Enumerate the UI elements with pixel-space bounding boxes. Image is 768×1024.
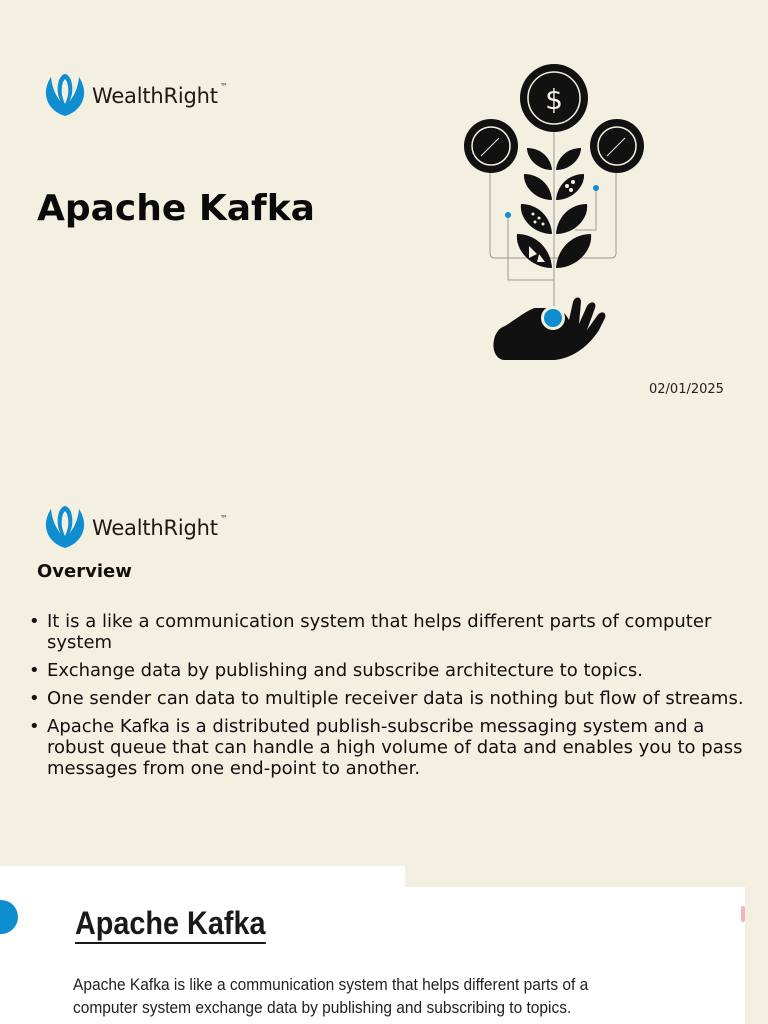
screenshot-title: Apache Kafka <box>75 904 265 944</box>
embedded-screenshot <box>0 866 745 1024</box>
brand-name: WealthRight ™ <box>92 82 228 108</box>
blue-circle-icon <box>0 900 18 934</box>
bullet-item: • Apache Kafka is a distributed publish-subscribe messaging system and a robust queue that can handle a high volume of data and enables you to pass messages from one end-point to another. <box>29 716 761 779</box>
money-plant-illustration <box>455 58 655 368</box>
bullet-item: • Exchange data by publishing and subscribe architecture to topics. <box>29 660 761 681</box>
wealthright-leaf-icon <box>44 506 86 550</box>
wealthright-logo <box>44 506 228 550</box>
slide-date: 02/01/2025 <box>649 382 724 397</box>
wealthright-leaf-icon <box>44 74 86 118</box>
svg-text:$: $ <box>545 83 563 116</box>
pink-mark-icon <box>741 906 745 922</box>
overview-heading: Overview <box>37 561 132 582</box>
screenshot-text: Apache Kafka is like a communication system that helps different parts of a computer system exchange data by publishing and subscribing to topics. <box>73 976 589 1017</box>
bullet-item: • It is a like a communication system that helps different parts of computer system <box>29 611 761 653</box>
hand-icon <box>493 298 605 361</box>
screenshot-top-gap <box>405 866 745 887</box>
dollar-coin-icon <box>520 64 588 132</box>
bullet-item: • One sender can data to multiple receiver data is nothing but flow of streams. <box>29 688 761 709</box>
coin-right-icon <box>590 119 644 173</box>
slide-title: Apache Kafka <box>37 188 315 229</box>
coin-left-icon <box>464 119 518 173</box>
overview-bullet-list <box>29 611 761 786</box>
brand-name: WealthRight ™ <box>92 514 228 540</box>
wealthright-logo <box>44 74 228 118</box>
